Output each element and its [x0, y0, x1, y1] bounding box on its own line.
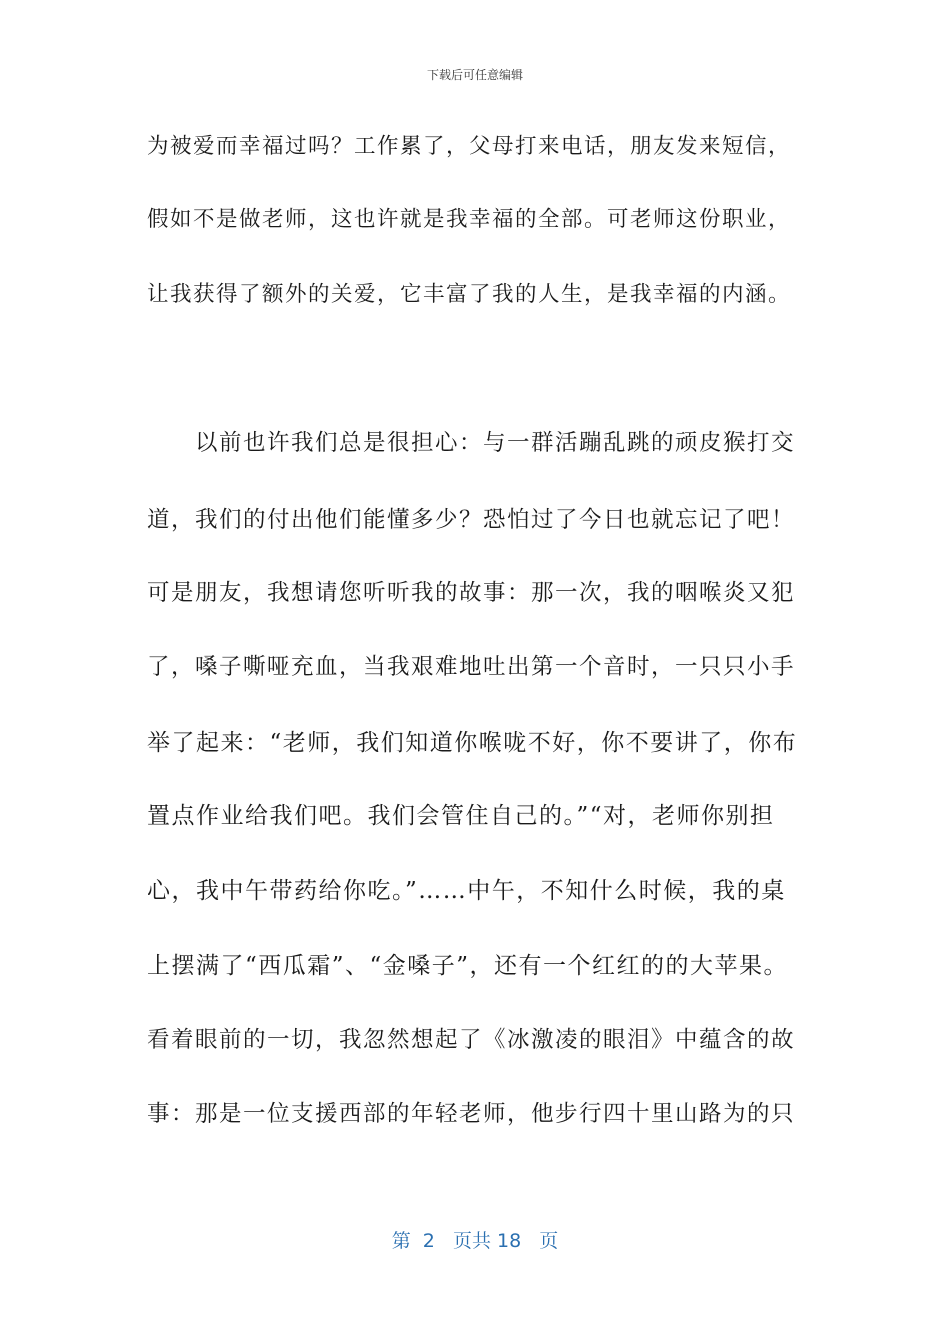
body-line: 可是朋友，我想请您听听我的故事：那一次，我的咽喉炎又犯 — [147, 580, 796, 606]
page-footer: 第 2 页共 18 页 — [391, 1230, 559, 1252]
body-line: 举了起来：“老师，我们知道你喉咙不好，你不要讲了，你布 — [147, 730, 798, 756]
body-line: 看着眼前的一切，我忽然想起了《冰激凌的眼泪》中蕴含的故 — [147, 1027, 796, 1053]
page-header: 下载后可任意编辑 — [426, 68, 523, 82]
body-line: 道，我们的付出他们能懂多少？恐怕过了今日也就忘记了吧！ — [147, 507, 796, 533]
body-line: 让我获得了额外的关爱，它丰富了我的人生，是我幸福的内涵。 — [147, 282, 792, 307]
body-line: 以前也许我们总是很担心：与一群活蹦乱跳的顽皮猴打交 — [195, 430, 796, 456]
body-line: 假如不是做老师，这也许就是我幸福的全部。可老师这份职业， — [147, 207, 792, 232]
body-line: 事：那是一位支援西部的年轻老师，他步行四十里山路为的只 — [147, 1101, 796, 1127]
body-line: 了，嗓子嘶哑充血，当我艰难地吐出第一个音时，一只只小手 — [147, 654, 796, 680]
body-line: 为被爱而幸福过吗？工作累了，父母打来电话，朋友发来短信， — [147, 134, 792, 159]
body-line: 心，我中午带药给你吃。”……中午，不知什么时候，我的桌 — [147, 878, 786, 904]
body-line: 置点作业给我们吧。我们会管住自己的。”“对，老师你别担 — [147, 803, 775, 829]
body-line: 上摆满了“西瓜霜”、“金嗓子”，还有一个红红的的大苹果。 — [147, 953, 789, 979]
